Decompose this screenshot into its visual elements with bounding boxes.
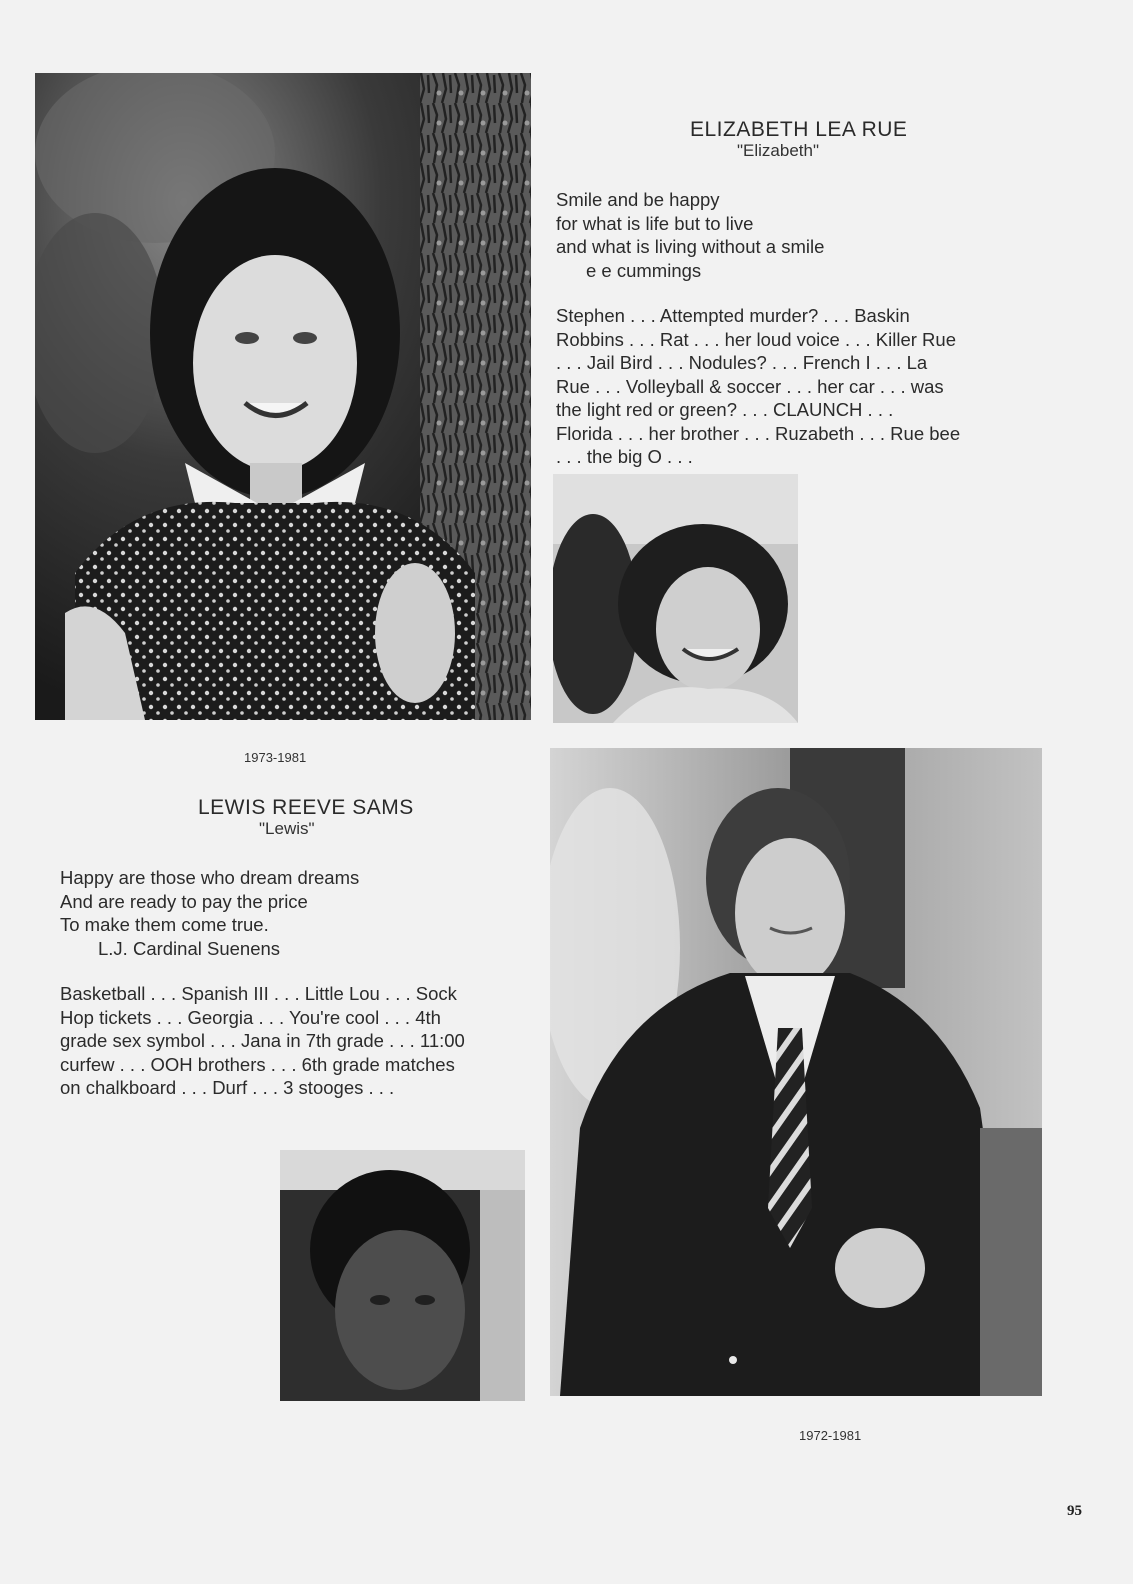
quote-author: e e cummings (586, 259, 702, 281)
memory-line: the light red or green? . . . CLAUNCH . . . (556, 399, 894, 420)
memory-line: Hop tickets . . . Georgia . . . You're cool . . . 4th (60, 1006, 441, 1028)
memory-line: grade sex symbol . . . Jana in 7th grade . . . 11:00 (60, 1030, 465, 1051)
memory-line: Basketball . . . Spanish III . . . Little Lou . . . Sock (60, 983, 457, 1004)
memory-line: Rue . . . Volleyball & soccer . . . her car . . . was (556, 375, 944, 397)
quote-line: Smile and be happy (556, 189, 720, 210)
quote-line: and what is living without a smile (556, 236, 825, 257)
profile-nickname: "Elizabeth" (737, 141, 820, 160)
profile-years: 1972-1981 (799, 1428, 862, 1443)
lewis-portrait-photo (550, 748, 1042, 1396)
quote-line: for what is life but to live (556, 212, 754, 234)
memory-line: . . . the big O . . . (556, 446, 693, 467)
elizabeth-portrait-photo (35, 73, 531, 720)
quote-line: And are ready to pay the price (60, 890, 308, 912)
lewis-candid-photo (280, 1150, 525, 1401)
memory-line: curfew . . . OOH brothers . . . 6th grade matches (60, 1053, 455, 1075)
profile-quote (556, 188, 824, 282)
page-number: 95 (1067, 1503, 1082, 1519)
quote-line: Happy are those who dream dreams (60, 867, 360, 888)
memory-line: Robbins . . . Rat . . . her loud voice . . . Killer Rue (556, 328, 956, 350)
profile-years: 1973-1981 (244, 750, 307, 765)
profile-nickname: "Lewis" (259, 819, 315, 838)
memory-line: Florida . . . her brother . . . Ruzabeth . . . Rue bee (556, 422, 961, 444)
elizabeth-candid-photo (553, 474, 798, 723)
quote-author: L.J. Cardinal Suenens (98, 937, 281, 959)
profile-memories (60, 982, 465, 1100)
profile-memories (556, 304, 960, 469)
memory-line: . . . Jail Bird . . . Nodules? . . . French I . . . La (556, 352, 928, 373)
memory-line: on chalkboard . . . Durf . . . 3 stooges . . . (60, 1077, 395, 1098)
quote-line: To make them come true. (60, 914, 269, 935)
profile-quote (60, 866, 359, 960)
profile-name: ELIZABETH LEA RUE (690, 118, 908, 141)
memory-line: Stephen . . . Attempted murder? . . . Baskin (556, 305, 910, 326)
profile-name: LEWIS REEVE SAMS (198, 796, 414, 819)
